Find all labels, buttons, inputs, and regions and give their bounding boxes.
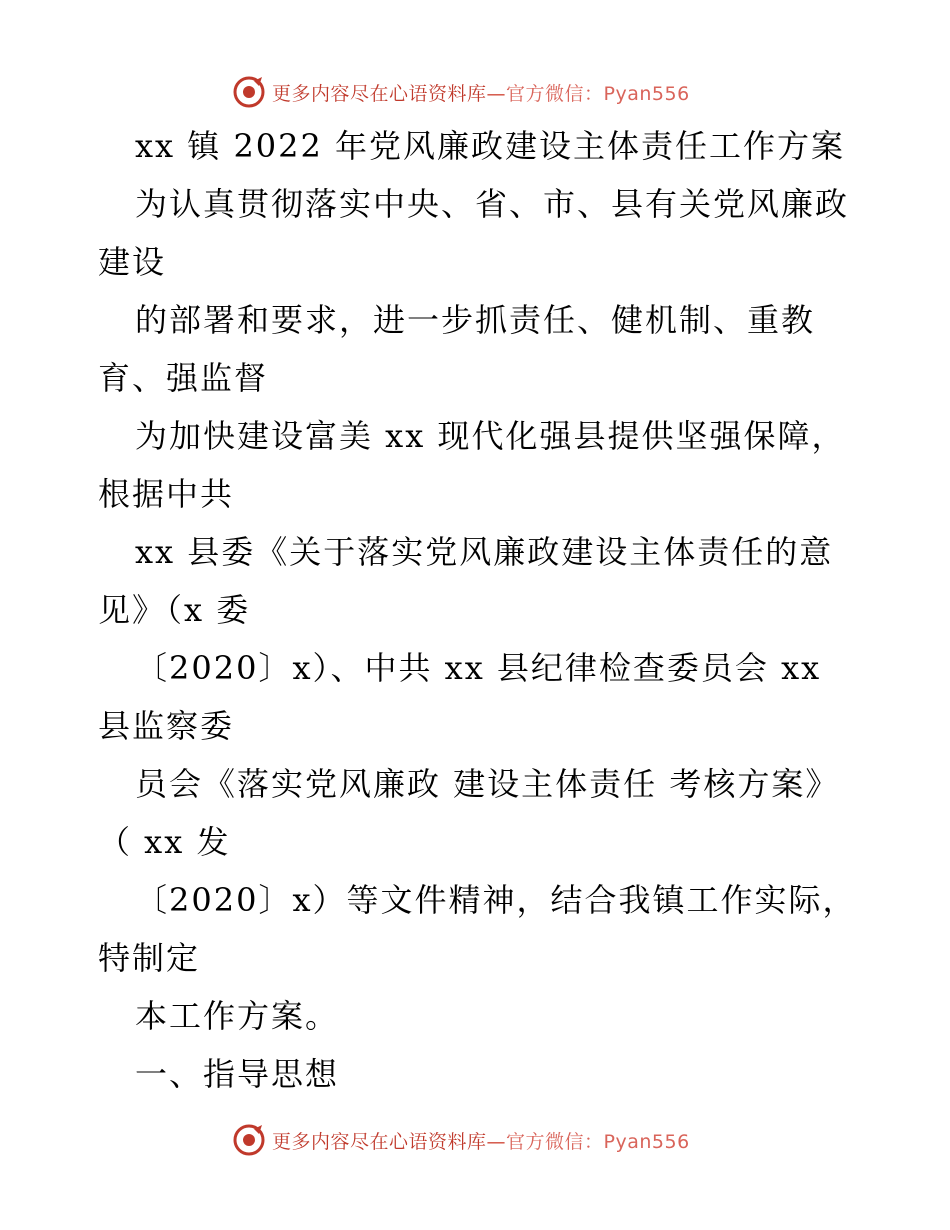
paragraph-line: 员会《落实党风廉政 建设主体责任 考核方案》 — [135, 765, 840, 803]
section-heading: 一、指导思想 — [135, 1055, 340, 1093]
watermark-text — [272, 79, 690, 106]
paragraph-line: 〔2020〕x）、中共 xx 县纪律检查委员会 xx — [135, 649, 822, 687]
top-watermark-banner — [232, 72, 690, 112]
document-title: xx 镇 2022 年党风廉政建设主体责任工作方案 — [135, 127, 846, 165]
paragraph-line: 见》（x 委 — [98, 591, 251, 629]
paragraph-line: 为认真贯彻落实中央、省、市、县有关党风廉政 — [135, 185, 850, 223]
brand-text: 更多内容尽在心语资料库 — [272, 1130, 487, 1153]
bottom-watermark-banner — [232, 1120, 690, 1160]
paragraph-line: 为加快建设富美 xx 现代化强县提供坚强保障， — [135, 417, 846, 455]
banner-dash: — — [486, 82, 507, 105]
wechat-text: 官方微信：Pyan556 — [506, 1130, 690, 1153]
paragraph-line: 育、强监督 — [98, 359, 269, 397]
library-logo-icon — [232, 75, 266, 109]
paragraph-line: 〔2020〕x）等文件精神，结合我镇工作实际， — [135, 881, 857, 919]
paragraph-line: 县监察委 — [98, 707, 235, 745]
paragraph-line: 特制定 — [98, 939, 201, 977]
paragraph-line: （ xx 发 — [98, 823, 231, 861]
paragraph-line: 的部署和要求，进一步抓责任、健机制、重教 — [135, 301, 816, 339]
watermark-text — [272, 1127, 690, 1154]
paragraph-line: 建设 — [98, 243, 167, 281]
paragraph-line: 根据中共 — [98, 475, 235, 513]
brand-text: 更多内容尽在心语资料库 — [272, 82, 487, 105]
paragraph-line: 本工作方案。 — [135, 997, 340, 1035]
library-logo-icon — [232, 1123, 266, 1157]
wechat-text: 官方微信：Pyan556 — [506, 82, 690, 105]
paragraph-line: xx 县委《关于落实党风廉政建设主体责任的意 — [135, 533, 834, 571]
banner-dash: — — [486, 1130, 507, 1153]
